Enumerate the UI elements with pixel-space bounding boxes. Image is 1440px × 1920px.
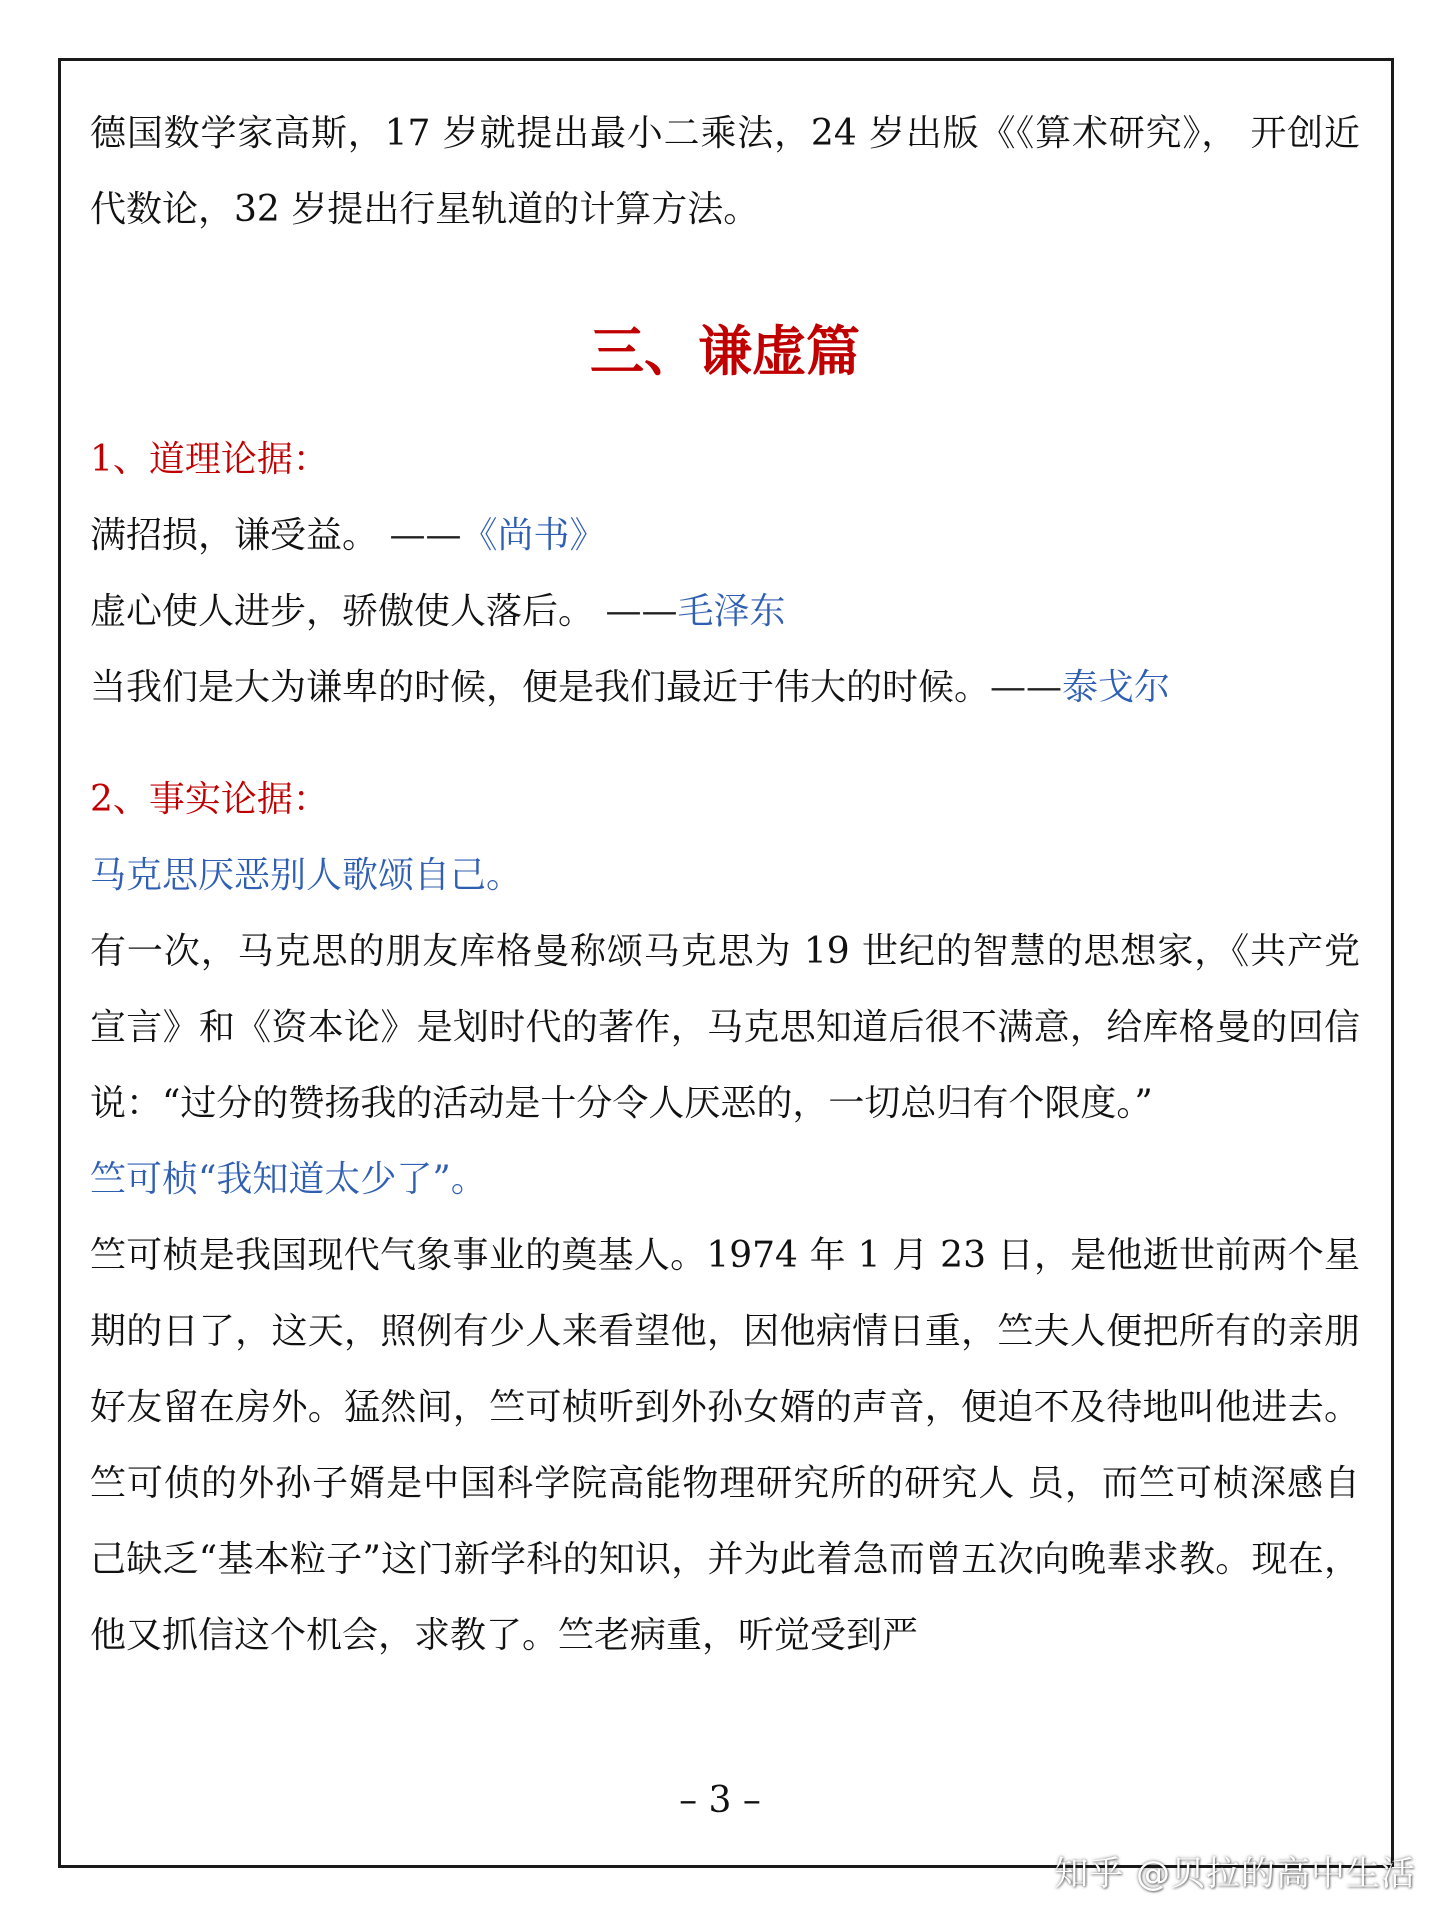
quote-text: 满招损，谦受益。 <box>90 515 390 556</box>
quote-line <box>90 574 1360 650</box>
document-body <box>90 96 1360 1674</box>
section-title: 三、谦虚篇 <box>590 319 860 383</box>
story-title-zhu: 竺可桢“我知道太少了”。 <box>90 1159 487 1200</box>
quote-line <box>90 650 1360 726</box>
quote-text: 虚心使人进步，骄傲使人落后。 <box>90 591 606 632</box>
quote-text: 当我们是大为谦卑的时候，便是我们最近于伟大的时候。 <box>90 667 991 708</box>
quote-dash: —— <box>990 667 1063 708</box>
fact-heading: 2、事实论据： <box>90 779 329 820</box>
quote-source: 《尚书》 <box>461 515 606 556</box>
quote-source: 毛泽东 <box>677 591 786 632</box>
intro-paragraph: 德国数学家高斯，17 岁就提出最小二乘法，24 岁出版《《算术研究》， 开创近代数论，32 岁提出行星轨道的计算方法。 <box>90 113 1360 230</box>
quote-dash: —— <box>605 591 678 632</box>
watermark: 知乎 @贝拉的高中生活 <box>1054 1854 1416 1894</box>
story-body-zhu: 竺可桢是我国现代气象事业的奠基人。1974 年 1 月 23 日，是他逝世前两个星期的日了，这天，照例有少人来看望他，因他病情日重，竺夫人便把所有的亲朋好友留在房外。猛然间，竺可桢听到外孙女婿的声音，便迫不及待地叫他进去。竺可侦的外孙子婿是中国科学院高能物理研究所的研究人 员，而竺可桢深感自己缺乏“基本粒子”这门新学科的知识，并为此着急而曾五次向晚辈求教。现在，他又抓信这个机会，求教了。竺老病重，听觉受到严 <box>90 1235 1360 1656</box>
quote-dash: —— <box>389 515 462 556</box>
quote-line <box>90 498 1360 574</box>
quote-source: 泰戈尔 <box>1062 667 1171 708</box>
page-number: – 3 – <box>679 1780 761 1821</box>
story-body-marx: 有一次，马克思的朋友库格曼称颂马克思为 19 世纪的智慧的思想家，《共产党宣言》和《资本论》是划时代的著作，马克思知道后很不满意，给库格曼的回信说：“过分的赞扬我的活动是十分令人厌恶的，一切总归有个限度。” <box>90 931 1360 1124</box>
story-title-marx: 马克思厌恶别人歌颂自己。 <box>90 855 523 896</box>
reason-heading: 1、道理论据： <box>90 439 329 480</box>
